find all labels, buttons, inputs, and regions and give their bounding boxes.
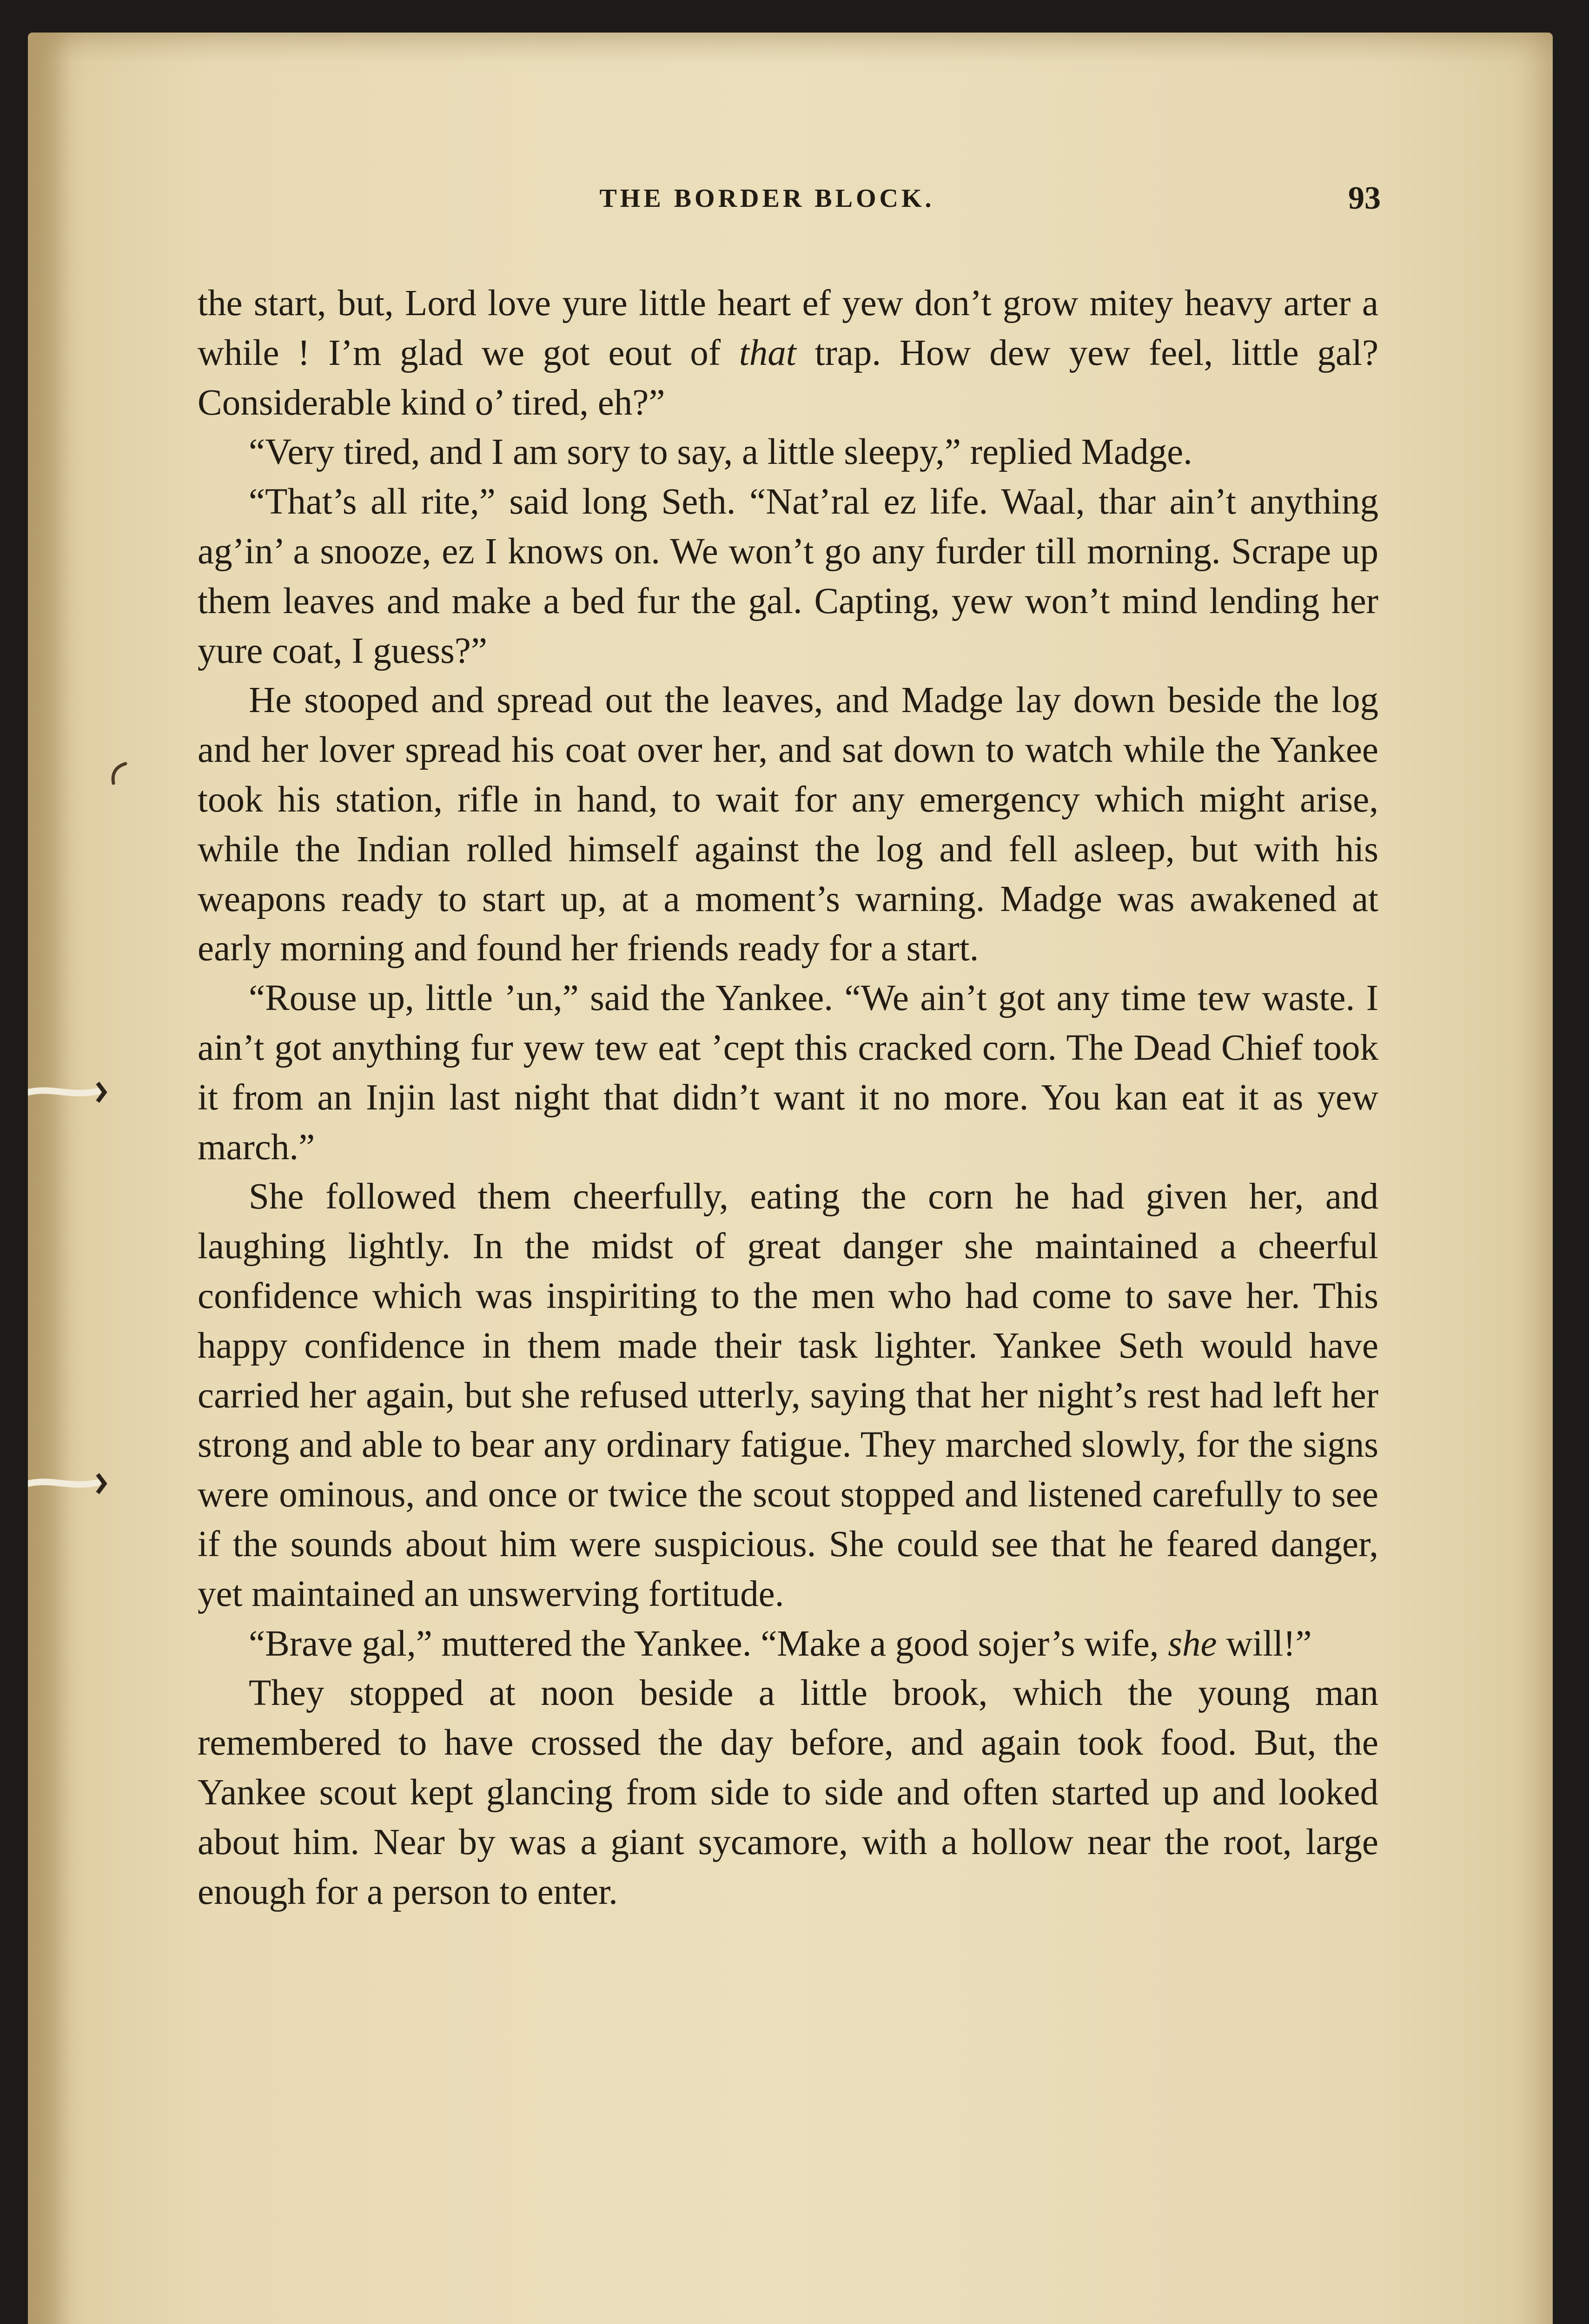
italic-text: that: [739, 332, 796, 373]
text-segment: He stooped and spread out the leaves, and Madge lay down beside the log and her lover spread his coat over her, and sat down to watch while the Yankee took his station, rifle in hand, to wait for any emergency which might arise, while the Indian rolled himself against the log and fell asleep, but with his weapons ready to start up, at a moment’s warning. Madge was awakened at early morning and found her friends ready for a start.: [198, 680, 1378, 969]
text-segment: “Rouse up, little ’un,” said the Yankee. “We ain’t got any time tew waste. I ain’t got anything fur yew tew eat ’cept this cracked corn. The Dead Chief took it from an Injin last night that didn’t want it no more. You kan eat it as yew march.”: [198, 978, 1378, 1168]
paragraph: [198, 676, 1378, 974]
page-number: 93: [1348, 180, 1381, 216]
page-gutter-shadow: [28, 33, 70, 2324]
binding-thread-lower: [28, 1469, 116, 1497]
text-segment: “Very tired, and I am sory to say, a little sleepy,” replied Madge.: [249, 432, 1192, 473]
paragraph: [198, 279, 1378, 428]
paragraph: [198, 974, 1378, 1172]
text-segment: She followed them cheerfully, eating the corn he had given her, and laughing lightly. In the midst of great danger she maintained a cheerful confidence which was inspiriting to the men who had come to save her. This happy confidence in them made their task lighter. Yankee Seth would have carried her again, but she refused utterly, saying that her night’s rest had left her strong and able to bear any ordinary fatigue. They marched slowly, for the signs were ominous, and once or twice the scout stopped and listened carefully to see if the sounds about him were suspicious. She could see that he feared danger, yet maintained an unswerving fortitude.: [198, 1176, 1378, 1614]
text-segment: They stopped at noon beside a little brook, which the young man remembered to have crossed the day before, and again took food. But, the Yankee scout kept glancing from side to side and often started up and looked about him. Near by was a giant sycamore, with a hollow near the root, large enough for a person to enter.: [198, 1673, 1378, 1912]
body-text: [198, 279, 1378, 1917]
paragraph: [198, 1172, 1378, 1619]
text-segment: “Brave gal,” muttered the Yankee. “Make a good sojer’s wife,: [249, 1623, 1168, 1664]
running-head: [139, 180, 1395, 216]
paragraph: [198, 428, 1378, 477]
text-segment: will!”: [1217, 1623, 1312, 1664]
italic-text: she: [1168, 1623, 1217, 1664]
paragraph: [198, 1619, 1378, 1669]
paragraph: [198, 477, 1378, 676]
running-head-title: THE BORDER BLOCK.: [599, 184, 935, 213]
text-segment: the start, but, Lord love yure little heart ef yew don’t grow mitey heavy arter a while ! I’m glad we got eout of: [198, 283, 1378, 373]
text-segment: “That’s all rite,” said long Seth. “Nat’ral ez life. Waal, thar ain’t anything ag’in’ a snooze, ez I knows on. We won’t go any furder till morning. Scrape up them leaves and make a bed fur the gal. Capting, yew won’t mind lending her yure coat, I guess?”: [198, 482, 1378, 671]
binding-thread-upper: [28, 1078, 116, 1106]
binding-tear-mark: [107, 760, 130, 788]
paragraph: [198, 1669, 1378, 1917]
text-segment: trap. How dew yew feel, little gal? Considerable kind o’ tired, eh?”: [198, 332, 1379, 423]
